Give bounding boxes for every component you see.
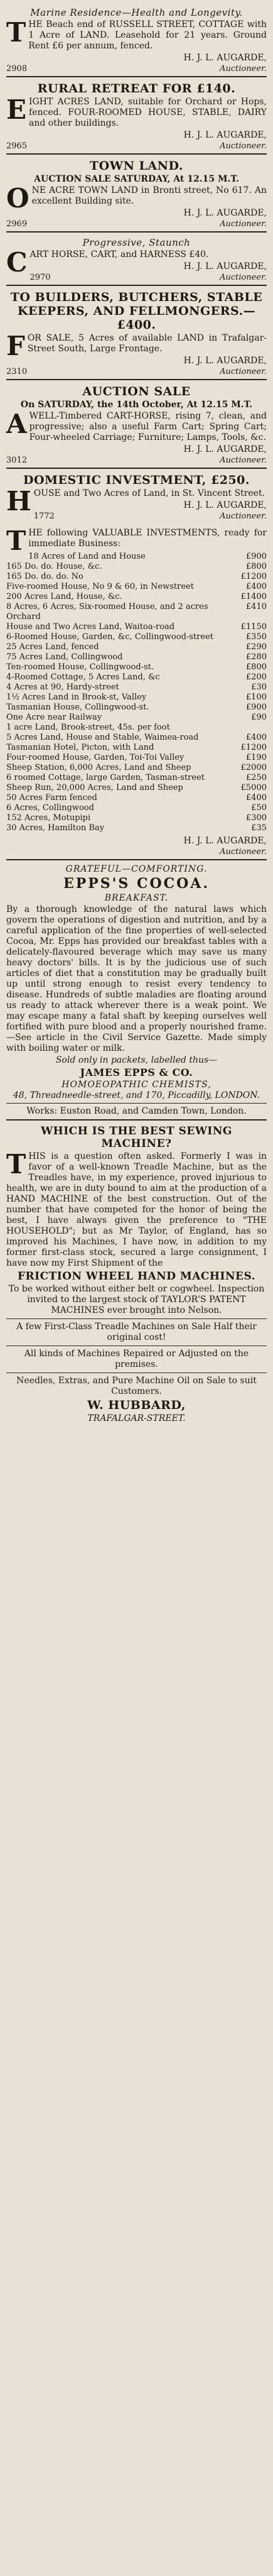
investment-price: £2000 [240, 763, 267, 772]
ad-number: 3012 [6, 456, 28, 465]
investment-desc: Sheep Station, 6,000 Acres, Land and Sheep [6, 763, 191, 772]
role: Auctioneer. [220, 64, 267, 74]
investment-row [6, 632, 267, 642]
investment-desc: 165 Do. do. House, &c. [6, 562, 102, 571]
investment-row [6, 693, 267, 703]
drop-cap: H [6, 486, 31, 517]
investment-price: £50 [251, 803, 267, 813]
investment-desc: 5 Acres Land, House and Stable, Waimea-road [6, 733, 199, 742]
investment-desc: Tasmanian House, Collingwood-st. [6, 703, 149, 712]
auction-ads [6, 3, 267, 523]
investment-row [6, 652, 267, 662]
investment-price: £290 [245, 642, 267, 652]
investment-row [6, 723, 267, 733]
investment-price: £400 [245, 733, 267, 742]
investment-row [6, 572, 267, 582]
investment-desc: Ten-roomed House, Collingwood-st. [6, 662, 154, 672]
drop-cap: E [6, 94, 27, 125]
sewing-p4: All kinds of Machines Repaired or Adjusted on the premises. [24, 1349, 249, 1369]
signature: H. J. L. AUGARDE, [183, 53, 267, 63]
investment-price: £900 [245, 703, 267, 712]
investment-price: £800 [245, 662, 267, 672]
sewing-machine-ad [6, 1121, 267, 1427]
ad-heading: AUCTION SALE [82, 385, 191, 398]
investment-row [6, 743, 267, 753]
ad-body: EIGHT ACRES LAND, suitable for Orchard or Hops, fenced. FOUR-ROOMED HOUSE, STABLE, DAIRY and other buildings. [6, 94, 267, 128]
sewing-heading: WHICH IS THE BEST SEWING MACHINE? [41, 1125, 232, 1150]
ad-heading: Progressive, Staunch [82, 237, 191, 248]
investment-desc: One Acre near Railway [6, 713, 102, 722]
signature: H. J. L. AUGARDE, [183, 500, 267, 510]
investment-row [6, 622, 267, 632]
signature: H. J. L. AUGARDE, [183, 444, 267, 454]
investment-desc: 6 Acres, Collingwood [6, 803, 94, 813]
ad-heading: RURAL RETREAT FOR £140. [37, 82, 236, 96]
ad-heading: TO BUILDERS, BUTCHERS, STABLE KEEPERS, AND FELLMONGERS.—£400. [10, 290, 263, 332]
investment-price: £30 [251, 682, 267, 692]
investment-price: £280 [245, 652, 267, 662]
product-name: FRICTION WHEEL HAND MACHINES. [17, 1270, 256, 1283]
investment-price: £200 [245, 672, 267, 682]
works-address: Works: Euston Road, and Camden Town, London. [26, 1106, 247, 1116]
role: Auctioneer. [220, 847, 267, 857]
sewing-body: THIS is a question often asked. Formerly I was in favor of a well-known Treadle Machine, but as the Treadles have, in my experience, proved injurious to health, we are in duty bound to aim at the production of a HAND MACHINE of the best construction. Out of the number that have competed for the honor of being the best, I have always given the preference to "THE HOUSEHOLD"; but as Mr Taylor, of England, has so improved his Machines, I have now, in addition to my former first-class stock, secured a large consignment, I have now my First Shipment of the [6, 1149, 267, 1268]
investment-price: £100 [245, 693, 267, 702]
ad-subheading: On SATURDAY, the 14th October, At 12.15 M.T. [20, 400, 253, 410]
investment-row [6, 783, 267, 793]
investment-desc: 4-Roomed Cottage, 5 Acres Land, &c [6, 672, 160, 682]
investment-row [6, 562, 267, 572]
epps-subtitle: BREAKFAST. [104, 893, 169, 903]
firm-desc: HOMOEOPATHIC CHEMISTS, [62, 1080, 211, 1090]
drop-cap: T [6, 17, 26, 48]
investment-price: £1200 [240, 743, 267, 752]
investment-desc: Four-roomed House, Garden, Toi-Toi Valley [6, 753, 185, 762]
investment-price: £5000 [240, 783, 267, 792]
investment-desc: 1 acre Land, Brook-street, 45s. per foot [6, 723, 170, 732]
role: Auctioneer. [220, 273, 267, 282]
epps-title: EPPS'S COCOA. [63, 875, 210, 892]
investment-price: £800 [245, 562, 267, 571]
investments-list [6, 552, 267, 833]
investment-row [6, 682, 267, 693]
investment-price: £1150 [240, 622, 267, 632]
role: Auctioneer. [220, 456, 267, 465]
signature: H. J. L. AUGARDE, [183, 836, 267, 846]
drop-cap: T [6, 525, 26, 556]
role: Auctioneer. [220, 367, 267, 376]
investment-row [6, 602, 267, 622]
investment-desc: 25 Acres Land, fenced [6, 642, 99, 652]
investment-row [6, 713, 267, 723]
investment-row [6, 823, 267, 833]
investment-desc: House and Two Acres Land, Waitoa-road [6, 622, 175, 632]
auction-ad [6, 286, 267, 380]
investment-desc: 200 Acres Land, House, &c. [6, 592, 122, 601]
auction-ad [6, 233, 267, 286]
investment-desc: 165 Do. do. do. No [6, 572, 83, 581]
investment-row [6, 763, 267, 773]
ad-number: 2970 [29, 273, 51, 282]
ad-number: 2969 [6, 219, 28, 229]
investment-price: £410 [245, 602, 267, 611]
investment-desc: Tasmanian Hotel, Picton, with Land [6, 743, 154, 752]
investment-desc: Sheep Run, 20,000 Acres, Land and Sheep [6, 783, 183, 792]
drop-cap: O [6, 183, 29, 214]
investment-desc: 1½ Acres Land in Brook-st, Valley [6, 693, 147, 702]
ad-number: 2310 [6, 367, 28, 376]
investment-price: £400 [245, 793, 267, 803]
sold-note: Sold only in packets, labelled thus— [55, 1055, 218, 1065]
investment-price: £300 [245, 813, 267, 823]
firm-name: JAMES EPPS & CO. [80, 1066, 193, 1078]
investment-desc: 18 Acres of Land and House [28, 552, 146, 561]
signature: H. J. L. AUGARDE, [183, 130, 267, 140]
investment-row [6, 733, 267, 743]
investment-price: £400 [245, 582, 267, 591]
investment-price: £90 [251, 713, 267, 722]
role: Auctioneer. [220, 219, 267, 229]
investment-desc: 4 Acres at 90, Hardy-street [6, 682, 119, 692]
investment-row [28, 552, 267, 562]
ad-subheading: AUCTION SALE SATURDAY, At 12.15 M.T. [34, 174, 239, 184]
sewing-p3: A few First-Class Treadle Machines on Sale Half their original cost! [16, 1322, 257, 1342]
ad-body: THE Beach end of RUSSELL STREET, COTTAGE with 1 Acre of LAND. Leasehold for 21 years. Ground Rent £6 per annum, fenced. [6, 17, 267, 51]
investment-desc: 6 roomed Cottage, large Garden, Tasman-street [6, 773, 205, 782]
sewing-p2: To be worked without either belt or cogwheel. Inspection invited to the largest stock of TAYLOR'S PATENT MACHINES ever brought into Nelson. [8, 1284, 265, 1315]
investments-ad [6, 523, 267, 860]
auction-ad [6, 469, 267, 523]
signature: H. J. L. AUGARDE, [183, 208, 267, 218]
investment-row [6, 642, 267, 652]
ad-number: 2908 [6, 64, 28, 74]
drop-cap: T [6, 1149, 26, 1180]
epps-body: By a thorough knowledge of the natural laws which govern the operations of digestion and nutrition, and by a careful application of the fine properties of well-selected Cocoa, Mr. Epps has provided our breakfast tables with a delicately-flavoured beverage which may save us many heavy doctors' bills. It is by the judicious use of such articles of diet that a constitution may be gradually built up until strong enough to resist every tendency to disease. Hundreds of subtle maladies are floating around us ready to attack wherever there is a weak point. We may escape many a fatal shaft by keeping ourselves well fortified with pure blood and a properly nourished frame.—See article in the Civil Service Gazette. Made simply with boiling water or milk. [6, 904, 267, 1053]
investment-row [6, 793, 267, 803]
ad-number: 2965 [6, 141, 28, 151]
investment-desc: 30 Acres, Hamilton Bay [6, 823, 105, 833]
ad-body: HOUSE and Two Acres of Land, in St. Vincent Street. [6, 486, 265, 517]
investment-price: £350 [245, 632, 267, 642]
signature: H. J. L. AUGARDE, [183, 261, 267, 271]
ad-heading: TOWN LAND. [90, 159, 183, 173]
role: Auctioneer. [220, 141, 267, 151]
investment-desc: 50 Acres Farm fenced [6, 793, 97, 803]
sewing-p5: Needles, Extras, and Pure Machine Oil on Sale to suit Customers. [16, 1376, 257, 1396]
auction-ad [6, 77, 267, 155]
investment-desc: 6-Roomed House, Garden, &c, Collingwood-street [6, 632, 214, 642]
merchant-street: TRAFALGAR-STREET. [87, 1413, 186, 1423]
kicker: GRATEFUL—COMFORTING. [65, 864, 208, 874]
investment-desc: 8 Acres, 6 Acres, Six-roomed House, and 2 acres Orchard [6, 602, 208, 622]
epps-cocoa-ad [6, 860, 267, 1121]
ad-body: AWELL-Timbered CART-HORSE, rising 7, clean, and progressive; also a useful Farm Cart; Spring Cart; Four-wheeled Carriage; Furniture; Lamps, Tools, &c. [6, 408, 267, 442]
investment-row [6, 753, 267, 763]
ad-heading: DOMESTIC INVESTMENT, £250. [23, 473, 250, 487]
ad-body: CART HORSE, CART, and HARNESS £40. [6, 247, 209, 278]
firm-address: 48, Threadneedle-street, and 170, Piccadilly, LONDON. [13, 1090, 260, 1100]
investment-row [6, 703, 267, 713]
investment-price: £900 [245, 552, 267, 561]
merchant-name: W. HUBBARD, [87, 1398, 186, 1412]
drop-cap: F [6, 331, 25, 361]
investment-row [6, 773, 267, 783]
ad-heading: Marine Residence—Health and Longevity. [30, 7, 243, 18]
investment-price: £190 [245, 753, 267, 762]
investment-row [6, 672, 267, 682]
investment-price: £35 [251, 823, 267, 833]
ad-number: 1772 [33, 512, 55, 521]
signature: H. J. L. AUGARDE, [183, 356, 267, 366]
role: Auctioneer. [220, 512, 267, 521]
ad-body: ONE ACRE TOWN LAND in Bronti street, No 617. An excellent Building site. [6, 183, 267, 214]
investment-price: £1200 [240, 572, 267, 581]
investment-row [6, 592, 267, 602]
drop-cap: C [6, 247, 28, 278]
ad-body: FOR SALE, 5 Acres of available LAND in Trafalgar-Street South, Large Frontage. [6, 331, 267, 361]
investment-desc: 75 Acres Land, Collingwood [6, 652, 123, 662]
investments-intro: THE following VALUABLE INVESTMENTS, ready for immediate Business: [6, 525, 267, 556]
investment-price: £1400 [240, 592, 267, 601]
auction-ad [6, 3, 267, 77]
investment-row [6, 803, 267, 813]
auction-ad [6, 155, 267, 233]
investment-desc: 152 Acres, Motupipi [6, 813, 91, 823]
auction-ad [6, 380, 267, 469]
investment-price: £250 [245, 773, 267, 782]
investment-row [6, 662, 267, 672]
investment-row [6, 813, 267, 823]
investment-desc: Five-roomed House, No 9 & 60, in Newstreet [6, 582, 194, 591]
drop-cap: A [6, 408, 27, 439]
investment-row [6, 582, 267, 592]
